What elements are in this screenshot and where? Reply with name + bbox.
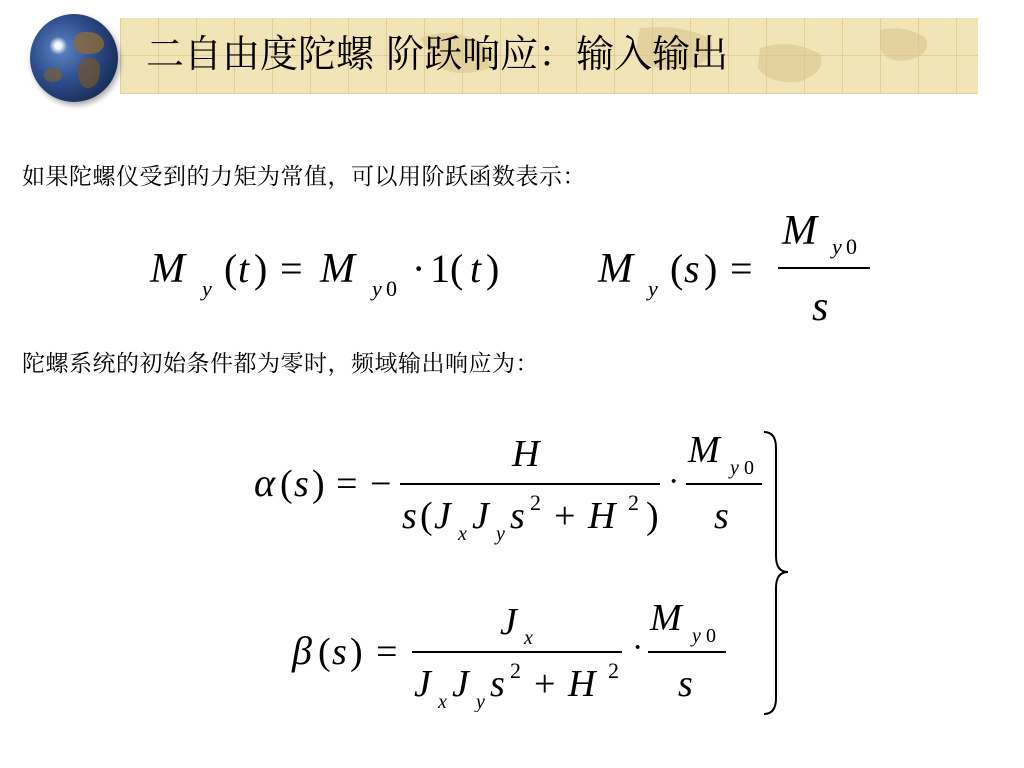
svg-text:y: y	[202, 276, 212, 301]
svg-text:M: M	[598, 246, 633, 292]
svg-text:0: 0	[386, 276, 397, 301]
svg-text:M: M	[320, 246, 355, 292]
condition-text: 陀螺系统的初始条件都为零时，频域输出响应为：	[22, 351, 539, 377]
svg-text:J: J	[414, 663, 431, 705]
svg-text:(: (	[224, 246, 238, 291]
step-input-formula-laplace	[590, 204, 890, 334]
svg-text:=: =	[336, 463, 358, 505]
right-brace	[760, 428, 800, 718]
svg-text:H: H	[512, 433, 540, 475]
svg-text:+: +	[534, 663, 556, 705]
svg-text:J: J	[434, 495, 451, 537]
svg-text:x: x	[458, 523, 467, 545]
svg-text:y: y	[496, 523, 505, 545]
step-input-formula-time	[140, 236, 540, 306]
svg-text:): )	[486, 246, 500, 291]
svg-text:s: s	[714, 495, 729, 537]
svg-text:s: s	[510, 495, 525, 537]
svg-text:y: y	[832, 234, 842, 259]
svg-text:): )	[350, 631, 363, 673]
svg-text:): )	[646, 495, 659, 537]
svg-text:y: y	[648, 276, 658, 301]
svg-text:t: t	[470, 246, 482, 291]
alpha-response-formula	[250, 426, 780, 546]
svg-text:J: J	[500, 601, 517, 643]
svg-text:s: s	[332, 631, 347, 673]
globe-icon	[30, 14, 118, 102]
svg-text:x: x	[438, 691, 447, 712]
svg-text:s: s	[812, 284, 829, 330]
svg-text:(: (	[670, 246, 684, 291]
svg-text:s: s	[684, 246, 700, 291]
svg-text:2: 2	[608, 658, 619, 683]
svg-text:=: =	[730, 246, 753, 291]
page-title: 二自由度陀螺 阶跃响应：输入输出	[146, 32, 729, 76]
svg-text:β: β	[292, 628, 312, 673]
svg-text:): )	[704, 246, 718, 291]
svg-text:0: 0	[744, 457, 754, 479]
beta-response-formula	[288, 596, 748, 712]
svg-text:): )	[254, 246, 268, 291]
svg-text:s: s	[490, 663, 505, 705]
svg-text:J: J	[452, 663, 469, 705]
svg-text:y: y	[372, 276, 382, 301]
svg-text:M: M	[150, 246, 185, 292]
svg-text:H: H	[588, 495, 616, 537]
svg-text:x: x	[524, 627, 533, 649]
svg-text:=: =	[280, 246, 303, 291]
svg-text:0: 0	[706, 625, 716, 647]
svg-text:α: α	[254, 460, 275, 505]
svg-text:): )	[312, 463, 325, 505]
svg-text:−: −	[370, 463, 392, 505]
svg-text:y: y	[730, 457, 739, 479]
svg-text:J: J	[472, 495, 489, 537]
svg-text:s: s	[402, 495, 417, 537]
svg-text:s: s	[678, 663, 693, 705]
svg-text:H: H	[568, 663, 596, 705]
svg-text:s: s	[294, 463, 309, 505]
svg-text:·: ·	[632, 629, 644, 666]
svg-text:2: 2	[530, 490, 541, 515]
svg-text:+: +	[554, 495, 576, 537]
svg-text:M: M	[688, 429, 720, 471]
svg-text:(: (	[280, 463, 293, 505]
svg-text:·: ·	[412, 246, 426, 291]
svg-text:t: t	[238, 246, 250, 291]
svg-text:=: =	[376, 631, 398, 673]
svg-text:y: y	[692, 625, 701, 647]
svg-text:2: 2	[510, 658, 521, 683]
svg-text:·: ·	[668, 463, 680, 500]
intro-text: 如果陀螺仪受到的力矩为常值，可以用阶跃函数表示：	[22, 164, 586, 190]
svg-text:0: 0	[846, 234, 857, 259]
svg-text:M: M	[782, 208, 817, 254]
svg-text:y: y	[476, 691, 485, 712]
svg-text:(: (	[318, 631, 331, 673]
svg-text:(: (	[420, 495, 433, 537]
svg-text:M: M	[650, 597, 682, 639]
svg-text:2: 2	[628, 490, 639, 515]
svg-text:1(: 1(	[430, 246, 464, 291]
